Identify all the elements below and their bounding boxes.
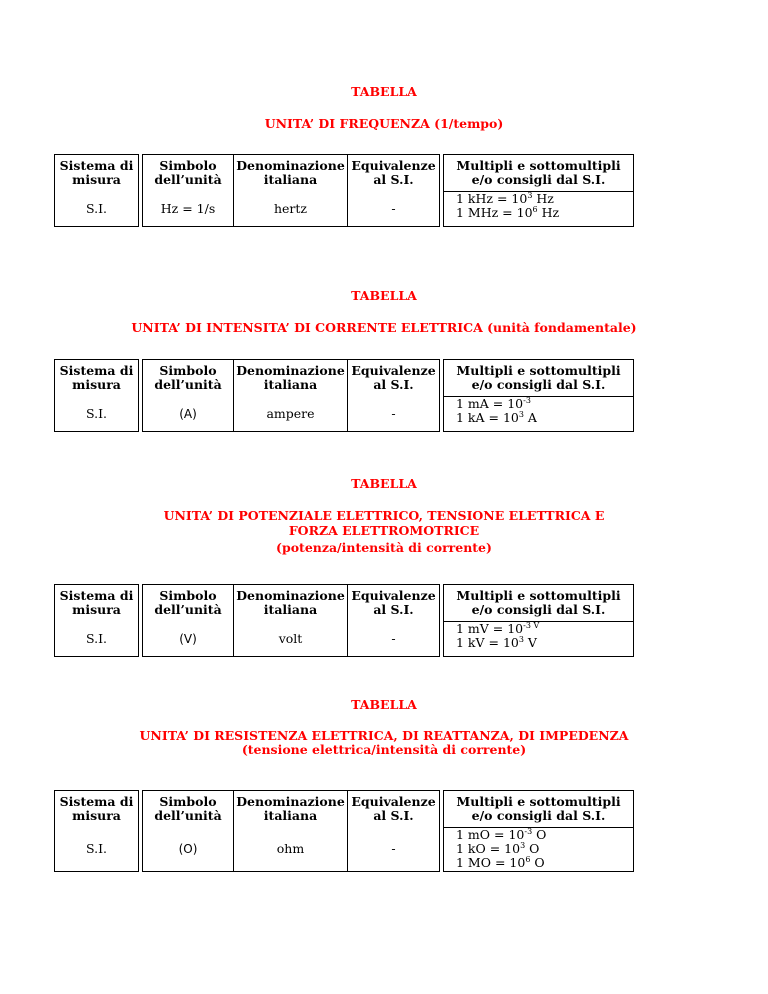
unit-table: [54, 584, 634, 657]
header-equivalence: Equivalenze al S.I.: [348, 585, 440, 622]
multiple-line: 1 MO = $10^6$ O: [456, 854, 545, 870]
section-title: UNITA’ DI POTENZIALE ELETTRICO, TENSIONE ELETTRICA E FORZA ELETTROMOTRICE: [163, 508, 605, 538]
header-symbol: Simbolo dell’unità: [143, 360, 234, 397]
cell-symbol: (V): [143, 622, 234, 657]
exponent: 6: [532, 204, 538, 214]
cell-symbol: Hz = 1/s: [143, 192, 234, 227]
header-equivalence: Equivalenze al S.I.: [348, 155, 440, 192]
unit-table: [54, 790, 634, 872]
cell-equivalence: -: [348, 622, 440, 657]
header-system: Sistema di misura: [55, 585, 139, 622]
unit-table: [54, 154, 634, 227]
exponent: -3: [524, 826, 533, 836]
multiple-line: 1 mO = $10^{-3}$ O: [456, 826, 547, 842]
multiple-line: 1 kO = $10^3$ O: [456, 840, 540, 856]
cell-symbol: (A): [143, 397, 234, 432]
section-label: TABELLA: [351, 697, 417, 712]
cell-symbol: (O): [143, 828, 234, 872]
header-multiples: Multipli e sottomultipli e/o consigli dal S.I.: [444, 585, 634, 622]
multiple-line: 1 kHz = $10^3$ Hz: [456, 190, 554, 206]
exponent: 3: [520, 840, 526, 850]
header-equivalence: Equivalenze al S.I.: [348, 791, 440, 828]
multiple-line: 1 MHz = $10^6$ Hz: [456, 204, 560, 220]
header-multiples: Multipli e sottomultipli e/o consigli dal S.I.: [444, 360, 634, 397]
multiple-line: 1 kA = $10^3$ A: [456, 409, 537, 425]
cell-system: S.I.: [55, 622, 139, 657]
cell-equivalence: -: [348, 192, 440, 227]
multiple-line: 1 mV = $10^{-3 V}$: [456, 620, 540, 636]
cell-system: S.I.: [55, 828, 139, 872]
exponent: 6: [525, 854, 531, 864]
header-system: Sistema di misura: [55, 791, 139, 828]
unit-table: [54, 359, 634, 432]
header-symbol: Simbolo dell’unità: [143, 155, 234, 192]
exponent: -3 V: [523, 620, 540, 630]
exponent: 3: [527, 190, 533, 200]
section-subtitle: (tensione elettrica/intensità di corrente): [241, 742, 527, 757]
multiple-line: 1 mA = $10^{-3}$: [456, 395, 531, 411]
section-title: UNITA’ DI INTENSITA’ DI CORRENTE ELETTRICA (unità fondamentale): [131, 320, 637, 335]
header-name: Denominazione italiana: [234, 360, 348, 397]
section-label: TABELLA: [351, 288, 417, 303]
section-label: TABELLA: [351, 84, 417, 99]
header-symbol: Simbolo dell’unità: [143, 585, 234, 622]
exponent: -3: [523, 395, 531, 405]
multiple-line: 1 kV = $10^3$ V: [456, 634, 537, 650]
header-symbol: Simbolo dell’unità: [143, 791, 234, 828]
header-name: Denominazione italiana: [234, 585, 348, 622]
header-name: Denominazione italiana: [234, 791, 348, 828]
cell-system: S.I.: [55, 397, 139, 432]
cell-multiples: [444, 622, 634, 657]
cell-name: ohm: [234, 828, 348, 872]
cell-equivalence: -: [348, 828, 440, 872]
header-multiples: Multipli e sottomultipli e/o consigli dal S.I.: [444, 155, 634, 192]
cell-name: ampere: [234, 397, 348, 432]
cell-multiples: [444, 828, 634, 872]
header-system: Sistema di misura: [55, 155, 139, 192]
header-system: Sistema di misura: [55, 360, 139, 397]
exponent: 3: [518, 634, 524, 644]
header-equivalence: Equivalenze al S.I.: [348, 360, 440, 397]
cell-multiples: [444, 192, 634, 227]
header-multiples: Multipli e sottomultipli e/o consigli dal S.I.: [444, 791, 634, 828]
header-name: Denominazione italiana: [234, 155, 348, 192]
section-title: UNITA’ DI RESISTENZA ELETTRICA, DI REATTANZA, DI IMPEDENZA: [139, 728, 629, 743]
section-subtitle: (potenza/intensità di corrente): [276, 540, 492, 555]
exponent: 3: [518, 409, 524, 419]
section-title: UNITA’ DI FREQUENZA (1/tempo): [264, 116, 504, 131]
cell-system: S.I.: [55, 192, 139, 227]
cell-name: volt: [234, 622, 348, 657]
cell-name: hertz: [234, 192, 348, 227]
section-label: TABELLA: [351, 476, 417, 491]
cell-equivalence: -: [348, 397, 440, 432]
cell-multiples: [444, 397, 634, 432]
